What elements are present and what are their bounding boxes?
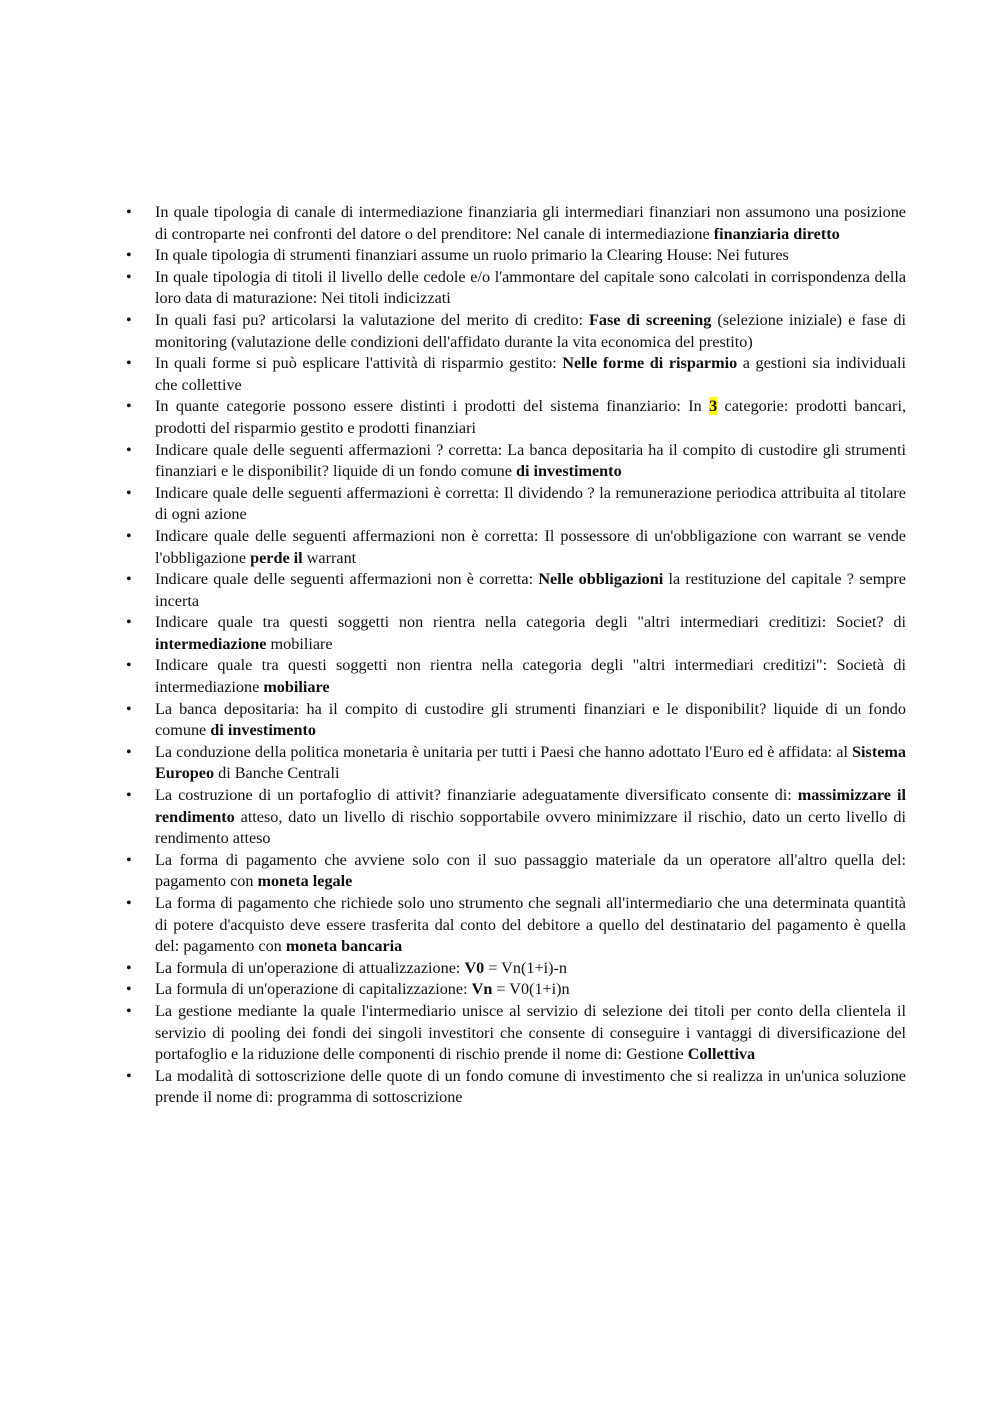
list-item-text [155,484,906,524]
list-item-text [155,959,567,977]
bold-answer-text: moneta bancaria [285,937,403,956]
text-segment: La forma di pagamento che richiede solo uno strumento che segnali all'intermediario che una determinata quantità di potere d'acquisto deve essere trasferita dal conto del debitore a quello del destinatario del pagamento è quella del: pagamento con [155,894,906,956]
list-item-text [155,354,906,394]
list-item [126,569,906,612]
bold-answer-text: Collettiva [687,1045,756,1064]
text-segment: di Banche Centrali [214,764,340,783]
list-item-text [155,894,906,955]
text-segment: Indicare quale delle seguenti affermazioni è corretta: Il dividendo ? la remunerazione periodica attribuita al titolare di ogni azione [155,483,906,524]
list-item [126,699,906,742]
list-item-text [155,656,906,696]
bold-answer-text: finanziaria diretto [713,224,840,243]
bullet-icon: • [126,656,132,675]
bold-answer-text: Fase di screening [589,310,712,329]
list-item [126,655,906,698]
list-item [126,850,906,893]
bold-answer-text: mobiliare [263,678,330,697]
bold-answer-text: Nelle obbligazioni [538,570,664,589]
text-segment: warrant [302,548,357,567]
text-segment: La conduzione della politica monetaria è unitaria per tutti i Paesi che hanno adottato l'Euro ed è affidata: al [155,742,853,761]
text-segment: La forma di pagamento che avviene solo con il suo passaggio materiale da un operatore all'altro quella del: pagamento con [155,850,906,891]
text-segment: In quali fasi pu? articolarsi la valutazione del merito di credito: [155,310,589,329]
bullet-icon: • [126,483,132,502]
bullet-icon: • [126,310,132,329]
list-item [126,202,906,245]
list-item [126,267,906,310]
bold-answer-text: di investimento [210,721,316,740]
bold-answer-text: intermediazione [155,634,267,653]
list-item-text [155,613,906,653]
list-item [126,396,906,439]
text-segment: La gestione mediante la quale l'intermediario unisce al servizio di selezione dei titoli per conto della clientela il servizio di pooling dei fondi dei singoli investitori che consente di conseguire i vantaggi di diversificazione del portafoglio e la riduzione delle componenti di rischio prende il nome di: Gestione [155,1001,906,1064]
text-segment: La banca depositaria: ha il compito di custodire gli strumenti finanziari e le disponibilit? liquide di un fondo comune [155,699,906,740]
list-item [126,742,906,785]
list-item [126,979,906,1001]
list-item-text [155,527,906,567]
text-segment: In quale tipologia di titoli il livello delle cedole e/o l'ammontare del capitale sono calcolati in corrispondenza della loro data di maturazione: Nei titoli indicizzati [155,267,906,308]
list-item-text [155,786,906,847]
bullet-icon: • [126,980,132,999]
text-segment: categorie: prodotti bancari, prodotti del risparmio gestito e prodotti finanziari [155,397,906,437]
text-segment: In quante categorie possono essere distinti i prodotti del sistema finanziario: In [155,397,710,416]
text-segment: Indicare quale delle seguenti affermazioni non è corretta: [155,570,539,589]
text-segment: In quali forme si può esplicare l'attività di risparmio gestito: [155,354,563,373]
bullet-icon: • [126,440,132,459]
text-segment: La formula di un'operazione di capitalizzazione: [155,980,472,999]
list-item [126,483,906,526]
list-item-text [155,1002,906,1063]
bullet-icon: • [126,570,132,589]
text-segment: Indicare quale delle seguenti affermazioni non è corretta: Il possessore di un'obbligazione con warrant se vende l'obbligazione [155,526,906,567]
list-item-text [155,570,906,610]
list-item [126,958,906,980]
list-item-text [155,311,906,351]
list-item [126,612,906,655]
bold-answer-text: V0 [464,958,485,977]
text-segment: La modalità di sottoscrizione delle quote di un fondo comune di investimento che si realizza in un'unica soluzione prende il nome di: programma di sottoscrizione [155,1066,906,1107]
bold-answer-text: Sistema Europeo [155,742,906,783]
text-segment: Indicare quale tra questi soggetti non rientra nella categoria degli "altri intermediari creditizi": Società di intermediazione [155,656,906,697]
bold-answer-text: moneta legale [257,872,353,891]
bold-answer-text: Vn [471,980,493,999]
list-item-text [155,700,906,740]
list-item-text [155,397,906,437]
text-segment: In quale tipologia di strumenti finanziari assume un ruolo primario la Clearing House: Nei futures [155,246,789,265]
list-item-text [155,246,789,264]
list-item [126,1001,906,1066]
highlighted-answer-text: 3 [709,397,718,416]
text-segment: la restituzione del capitale ? sempre incerta [155,570,906,610]
bullet-icon: • [126,958,132,977]
text-segment: (selezione iniziale) e fase di monitoring (valutazione delle condizioni dell'affidato durante la vita economica del prestito) [155,310,906,351]
text-segment: = V0(1+i)n [492,980,570,999]
bullet-icon: • [126,1066,132,1085]
bullet-icon: • [126,1001,132,1020]
list-item [126,310,906,353]
list-item [126,526,906,569]
question-answer-list [126,202,906,1109]
bullet-icon: • [126,526,132,545]
list-item-text [155,203,906,243]
text-segment: In quale tipologia di canale di intermediazione finanziaria gli intermediari finanziari non assumono una posizione di controparte nei confronti del datore o del prenditore: Nel canale di intermediazione [155,203,906,243]
bullet-icon: • [126,742,132,761]
list-item [126,245,906,267]
list-item [126,785,906,850]
list-item-text [155,743,906,783]
list-item [126,440,906,483]
bullet-icon: • [126,894,132,912]
list-item-text [155,851,906,891]
bullet-icon: • [126,699,132,718]
bold-answer-text: perde il [250,548,303,567]
list-item-text [155,1067,906,1107]
bullet-icon: • [126,354,132,373]
text-segment: a gestioni sia individuali che collettive [155,354,906,394]
bold-answer-text: di investimento [516,462,622,481]
list-item-text [155,441,906,481]
bullet-icon: • [126,246,132,265]
list-item [126,893,906,958]
bullet-icon: • [126,786,132,805]
text-segment: La formula di un'operazione di attualizzazione: [155,958,465,977]
list-item-text [155,980,570,998]
bullet-icon: • [126,203,132,221]
text-segment: mobiliare [266,634,333,653]
list-item [126,353,906,396]
text-segment: Indicare quale delle seguenti affermazioni ? corretta: La banca depositaria ha il compito di custodire gli strumenti finanziari e le disponibilit? liquide di un fondo comune [155,440,906,481]
text-segment: = Vn(1+i)-n [484,958,567,977]
list-item-text [155,268,906,308]
bold-answer-text: Nelle forme di risparmio [562,354,738,373]
bold-answer-text: massimizzare il rendimento [155,786,906,826]
text-segment: Indicare quale tra questi soggetti non rientra nella categoria degli "altri intermediari creditizi: Societ? di [155,613,906,632]
bullet-icon: • [126,267,132,286]
bullet-icon: • [126,613,132,632]
text-segment: La costruzione di un portafoglio di attivit? finanziarie adeguatamente diversificato consente di: [155,786,798,805]
text-segment: atteso, dato un livello di rischio sopportabile ovvero minimizzare il rischio, dato un certo livello di rendimento atteso [155,807,906,848]
bullet-icon: • [126,850,132,869]
bullet-icon: • [126,397,132,416]
list-item [126,1066,906,1109]
